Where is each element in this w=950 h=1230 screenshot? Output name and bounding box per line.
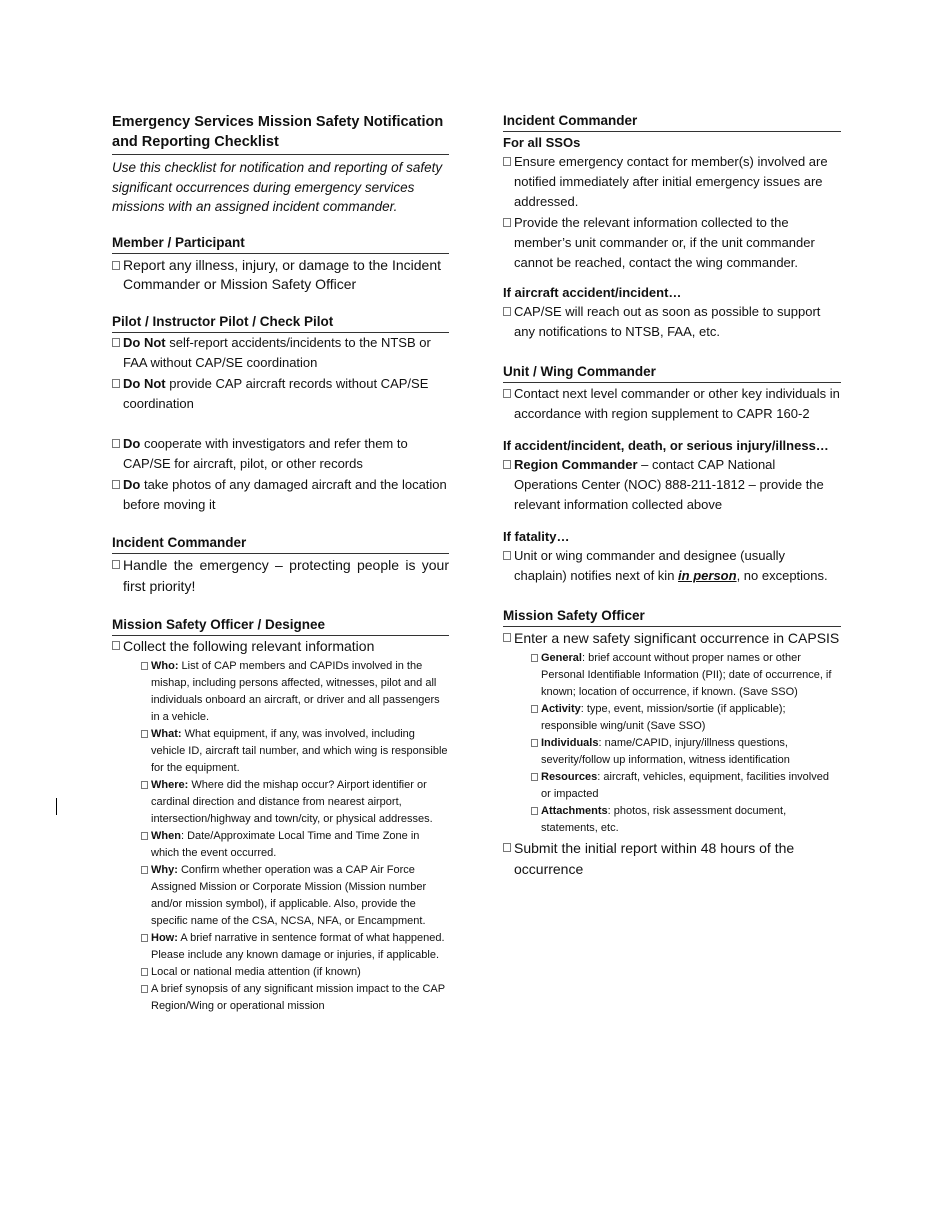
pilot-item-1: Do Not self-report accidents/incidents to the NTSB or FAA without CAP/SE coordination bbox=[112, 333, 449, 373]
mso-collect-item: Collect the following relevant information bbox=[112, 636, 449, 657]
incident-commander-heading: Incident Commander bbox=[112, 533, 449, 554]
text-cursor bbox=[56, 798, 57, 815]
checkbox[interactable] bbox=[503, 633, 511, 642]
capsis-sublist bbox=[531, 650, 841, 837]
mso-heading-right: Mission Safety Officer bbox=[503, 606, 841, 627]
checkbox[interactable] bbox=[141, 730, 148, 738]
checkbox[interactable] bbox=[503, 307, 511, 316]
checkbox[interactable] bbox=[112, 480, 120, 489]
checkbox[interactable] bbox=[112, 641, 120, 650]
intro-text: Use this checklist for notification and reporting of safety significant occurrences during emergency services missions with an assigned incident commander. bbox=[112, 160, 443, 214]
mso-designee-heading: Mission Safety Officer / Designee bbox=[112, 615, 449, 636]
checkbox[interactable] bbox=[531, 654, 538, 662]
pilot-item-2: Do Not provide CAP aircraft records without CAP/SE coordination bbox=[112, 374, 449, 414]
ic-right-item-1: Ensure emergency contact for member(s) involved are notified immediately after initial emergency issues are addressed. bbox=[503, 152, 841, 212]
list-item: Activity: type, event, mission/sortie (if applicable); responsible wing/unit (Save SSO) bbox=[531, 701, 841, 735]
list-item: A brief synopsis of any significant mission impact to the CAP Region/Wing or operational mission bbox=[141, 981, 449, 1015]
checkbox[interactable] bbox=[112, 338, 120, 347]
left-column bbox=[112, 112, 449, 1015]
capsis-item: Enter a new safety significant occurrence in CAPSIS bbox=[503, 628, 841, 649]
checkbox[interactable] bbox=[141, 832, 148, 840]
list-item: Why: Confirm whether operation was a CAP Air Force Assigned Mission or Corporate Mission (Mission number and/or mission symbol), if applicable. Also, provide the specific name of the CSA, NCSA, NFA, or Encampment. bbox=[141, 862, 449, 930]
region-commander-item: Region Commander – contact CAP National Operations Center (NOC) 888-211-1812 – provide the relevant information collected above bbox=[503, 455, 841, 515]
list-item: Who: List of CAP members and CAPIDs involved in the mishap, including persons affected, witnesses, pilot and all individuals onboard an aircraft, or driver and all passengers in a vehicle. bbox=[141, 658, 449, 726]
checkbox[interactable] bbox=[531, 705, 538, 713]
checkbox[interactable] bbox=[531, 773, 538, 781]
list-item: How: A brief narrative in sentence format of what happened. Please include any known damage or injuries, if applicable. bbox=[141, 930, 449, 964]
checkbox[interactable] bbox=[503, 460, 511, 469]
member-item: Report any illness, injury, or damage to the Incident Commander or Mission Safety Officer bbox=[112, 256, 449, 294]
member-heading: Member / Participant bbox=[112, 233, 449, 254]
list-item: Individuals: name/CAPID, injury/illness questions, severity/follow up information, witness identification bbox=[531, 735, 841, 769]
checkbox[interactable] bbox=[141, 934, 148, 942]
for-all-ssos-heading: For all SSOs bbox=[503, 135, 581, 150]
unit-wing-heading: Unit / Wing Commander bbox=[503, 362, 841, 383]
checkbox[interactable] bbox=[112, 261, 120, 270]
list-item: Local or national media attention (if known) bbox=[141, 964, 449, 981]
checkbox[interactable] bbox=[531, 807, 538, 815]
unit-item: Contact next level commander or other key individuals in accordance with region supplement to CAPR 160-2 bbox=[503, 384, 841, 424]
checkbox[interactable] bbox=[112, 560, 120, 569]
aircraft-accident-item: CAP/SE will reach out as soon as possible to support any notifications to NTSB, FAA, etc. bbox=[503, 302, 841, 342]
list-item: When: Date/Approximate Local Time and Time Zone in which the event occurred. bbox=[141, 828, 449, 862]
submit-report-item: Submit the initial report within 48 hours of the occurrence bbox=[503, 838, 841, 880]
fatality-heading: If fatality… bbox=[503, 529, 570, 544]
list-item: Attachments: photos, risk assessment document, statements, etc. bbox=[531, 803, 841, 837]
checkbox[interactable] bbox=[141, 985, 148, 993]
checkbox[interactable] bbox=[503, 389, 511, 398]
right-column bbox=[503, 112, 841, 880]
mso-sublist bbox=[141, 658, 449, 1015]
checkbox[interactable] bbox=[141, 968, 148, 976]
serious-injury-heading: If accident/incident, death, or serious injury/illness… bbox=[503, 438, 829, 453]
pilot-item-4: Do take photos of any damaged aircraft and the location before moving it bbox=[112, 475, 449, 515]
checkbox[interactable] bbox=[141, 781, 148, 789]
checkbox[interactable] bbox=[112, 439, 120, 448]
list-item: What: What equipment, if any, was involved, including vehicle ID, aircraft tail number, and which wing is responsible for the equipment. bbox=[141, 726, 449, 777]
fatality-item: Unit or wing commander and designee (usually chaplain) notifies next of kin in person, no exceptions. bbox=[503, 546, 841, 586]
page-title: Emergency Services Mission Safety Notification and Reporting Checklist bbox=[112, 112, 449, 155]
ic-item: Handle the emergency – protecting people is your first priority! bbox=[112, 555, 449, 597]
incident-commander-heading-right: Incident Commander bbox=[503, 112, 841, 132]
pilot-item-3: Do cooperate with investigators and refer them to CAP/SE for aircraft, pilot, or other records bbox=[112, 434, 449, 474]
checkbox[interactable] bbox=[141, 866, 148, 874]
checkbox[interactable] bbox=[141, 662, 148, 670]
aircraft-accident-heading: If aircraft accident/incident… bbox=[503, 285, 682, 300]
checkbox[interactable] bbox=[503, 843, 511, 852]
list-item: Where: Where did the mishap occur? Airport identifier or cardinal direction and distance from nearest airport, intersection/highway and town/city, or physical addresses. bbox=[141, 777, 449, 828]
list-item: Resources: aircraft, vehicles, equipment, facilities involved or impacted bbox=[531, 769, 841, 803]
checkbox[interactable] bbox=[112, 379, 120, 388]
pilot-heading: Pilot / Instructor Pilot / Check Pilot bbox=[112, 312, 449, 333]
checkbox[interactable] bbox=[503, 551, 511, 560]
checkbox[interactable] bbox=[503, 157, 511, 166]
checkbox[interactable] bbox=[503, 218, 511, 227]
list-item: General: brief account without proper names or other Personal Identifiable Information (PII); date of occurrence, if known; location of occurrence, if known. (Save SSO) bbox=[531, 650, 841, 701]
ic-right-item-2: Provide the relevant information collected to the member’s unit commander or, if the unit commander cannot be reached, contact the wing commander. bbox=[503, 213, 841, 273]
checkbox[interactable] bbox=[531, 739, 538, 747]
